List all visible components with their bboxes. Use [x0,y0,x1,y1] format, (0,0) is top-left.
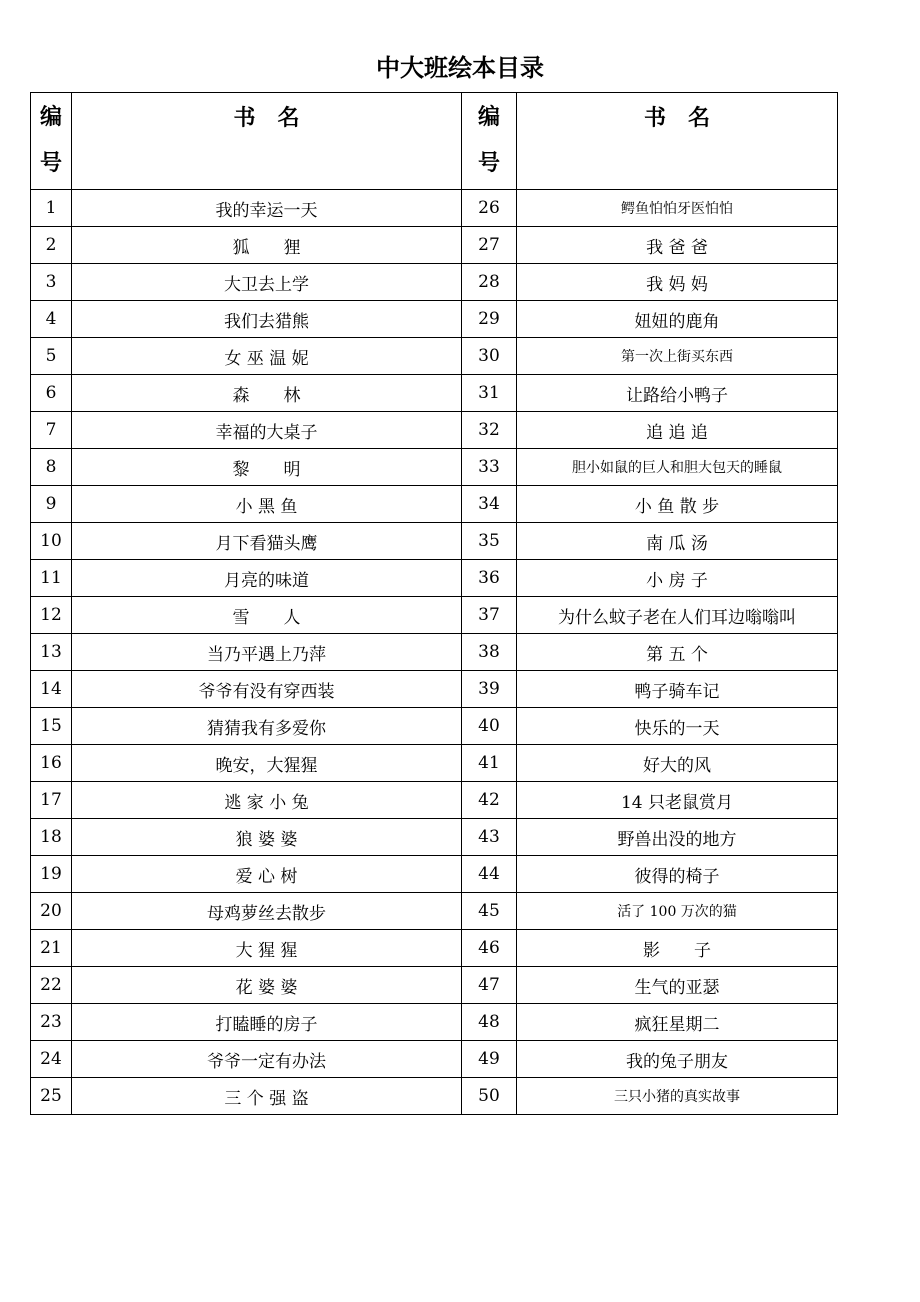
book-title-left: 猜猜我有多爱你 [72,708,462,745]
table-row [31,856,838,893]
book-title-right: 妞妞的鹿角 [517,301,838,338]
book-title-left: 我的幸运一天 [72,190,462,227]
book-number-left: 14 [31,671,72,708]
book-number-left: 13 [31,634,72,671]
book-title-left: 幸福的大桌子 [72,412,462,449]
number-header-char-bottom: 号 [39,151,62,176]
book-title-left: 晚安，大猩猩 [72,745,462,782]
book-title-left: 月亮的味道 [72,560,462,597]
book-title-right: 小 房 子 [517,560,838,597]
table-row [31,375,838,412]
table-row [31,449,838,486]
book-title-left: 我们去猎熊 [72,301,462,338]
page-title: 中大班绘本目录 [376,54,544,82]
book-title-right: 我 妈 妈 [517,264,838,301]
table-row [31,745,838,782]
table-row [31,671,838,708]
book-title-right: 让路给小鸭子 [517,375,838,412]
book-title-right: 彼得的椅子 [517,856,838,893]
book-title-left: 爱 心 树 [72,856,462,893]
book-number-left: 9 [31,486,72,523]
book-number-left: 1 [31,190,72,227]
book-number-left: 3 [31,264,72,301]
book-title-left: 三 个 强 盗 [72,1078,462,1115]
table-row [31,190,838,227]
table-row [31,930,838,967]
book-title-right: 第 五 个 [517,634,838,671]
book-number-right: 28 [462,264,517,301]
book-number-right: 34 [462,486,517,523]
book-number-right: 35 [462,523,517,560]
book-title-left: 黎 明 [72,449,462,486]
book-number-left: 8 [31,449,72,486]
book-title-left: 大 猩 猩 [72,930,462,967]
number-column-header-right [462,93,517,190]
book-number-right: 49 [462,1041,517,1078]
table-row [31,1004,838,1041]
book-title-right: 快乐的一天 [517,708,838,745]
book-number-right: 31 [462,375,517,412]
table-row [31,301,838,338]
book-number-right: 29 [462,301,517,338]
table-row [31,819,838,856]
book-number-right: 45 [462,893,517,930]
book-title-left: 狼 婆 婆 [72,819,462,856]
book-title-right: 影 子 [517,930,838,967]
book-title-left: 雪 人 [72,597,462,634]
book-title-left: 打瞌睡的房子 [72,1004,462,1041]
book-title-right: 南 瓜 汤 [517,523,838,560]
book-number-left: 17 [31,782,72,819]
book-title-left: 爷爷有没有穿西装 [72,671,462,708]
book-number-left: 16 [31,745,72,782]
table-row [31,412,838,449]
book-number-right: 42 [462,782,517,819]
book-title-right: 为什么蚊子老在人们耳边嗡嗡叫 [517,597,838,634]
book-number-left: 5 [31,338,72,375]
title-column-header-right: 书 名 [517,93,838,190]
book-number-right: 27 [462,227,517,264]
book-title-left: 狐 狸 [72,227,462,264]
book-title-left: 母鸡萝丝去散步 [72,893,462,930]
book-number-right: 37 [462,597,517,634]
book-number-left: 23 [31,1004,72,1041]
book-number-right: 26 [462,190,517,227]
table-row [31,893,838,930]
book-number-left: 12 [31,597,72,634]
title-column-header-left: 书 名 [72,93,462,190]
book-number-left: 10 [31,523,72,560]
book-number-left: 7 [31,412,72,449]
book-number-right: 47 [462,967,517,1004]
book-title-right: 追 追 追 [517,412,838,449]
number-header-char-top: 编 [477,105,500,130]
number-column-header-left [31,93,72,190]
book-title-right: 生气的亚瑟 [517,967,838,1004]
book-title-right: 疯狂星期二 [517,1004,838,1041]
table-row [31,708,838,745]
book-number-left: 19 [31,856,72,893]
book-number-left: 18 [31,819,72,856]
book-number-left: 24 [31,1041,72,1078]
table-row [31,486,838,523]
table-row [31,264,838,301]
book-number-left: 2 [31,227,72,264]
book-title-right: 三只小猪的真实故事 [517,1078,838,1115]
book-title-right: 好大的风 [517,745,838,782]
book-title-right: 我的兔子朋友 [517,1041,838,1078]
table-row [31,597,838,634]
book-number-right: 38 [462,634,517,671]
book-title-right: 活了 100 万次的猫 [517,893,838,930]
book-number-right: 40 [462,708,517,745]
book-title-left: 小 黑 鱼 [72,486,462,523]
book-number-left: 22 [31,967,72,1004]
book-number-left: 21 [31,930,72,967]
book-title-left: 大卫去上学 [72,264,462,301]
book-number-right: 41 [462,745,517,782]
number-header-char-top: 编 [39,105,62,130]
book-number-left: 6 [31,375,72,412]
book-number-right: 36 [462,560,517,597]
book-title-left: 花 婆 婆 [72,967,462,1004]
table-row [31,523,838,560]
book-number-left: 4 [31,301,72,338]
book-title-left: 爷爷一定有办法 [72,1041,462,1078]
book-number-right: 30 [462,338,517,375]
book-number-right: 44 [462,856,517,893]
table-row [31,634,838,671]
book-title-right: 第一次上街买东西 [517,338,838,375]
number-header-char-bottom: 号 [477,151,500,176]
book-number-right: 50 [462,1078,517,1115]
book-number-left: 20 [31,893,72,930]
book-number-left: 11 [31,560,72,597]
book-title-left: 月下看猫头鹰 [72,523,462,560]
book-title-left: 逃 家 小 兔 [72,782,462,819]
table-row [31,338,838,375]
table-row [31,782,838,819]
book-title-right: 鸭子骑车记 [517,671,838,708]
book-title-right: 鳄鱼怕怕牙医怕怕 [517,190,838,227]
book-title-right: 小 鱼 散 步 [517,486,838,523]
book-title-left: 当乃平遇上乃萍 [72,634,462,671]
book-title-right: 14 只老鼠赏月 [517,782,838,819]
catalog-rows [31,190,838,1115]
book-number-right: 48 [462,1004,517,1041]
book-title-left: 森 林 [72,375,462,412]
book-number-right: 33 [462,449,517,486]
book-title-right: 野兽出没的地方 [517,819,838,856]
book-number-left: 15 [31,708,72,745]
book-number-right: 39 [462,671,517,708]
book-catalog-table [30,92,838,1115]
book-number-right: 43 [462,819,517,856]
book-number-right: 32 [462,412,517,449]
table-row [31,1041,838,1078]
table-row [31,560,838,597]
table-row [31,227,838,264]
table-row [31,967,838,1004]
book-number-left: 25 [31,1078,72,1115]
book-title-right: 我 爸 爸 [517,227,838,264]
table-row [31,1078,838,1115]
book-number-right: 46 [462,930,517,967]
book-title-left: 女 巫 温 妮 [72,338,462,375]
book-title-right: 胆小如鼠的巨人和胆大包天的睡鼠 [517,449,838,486]
table-header-row [31,93,838,190]
